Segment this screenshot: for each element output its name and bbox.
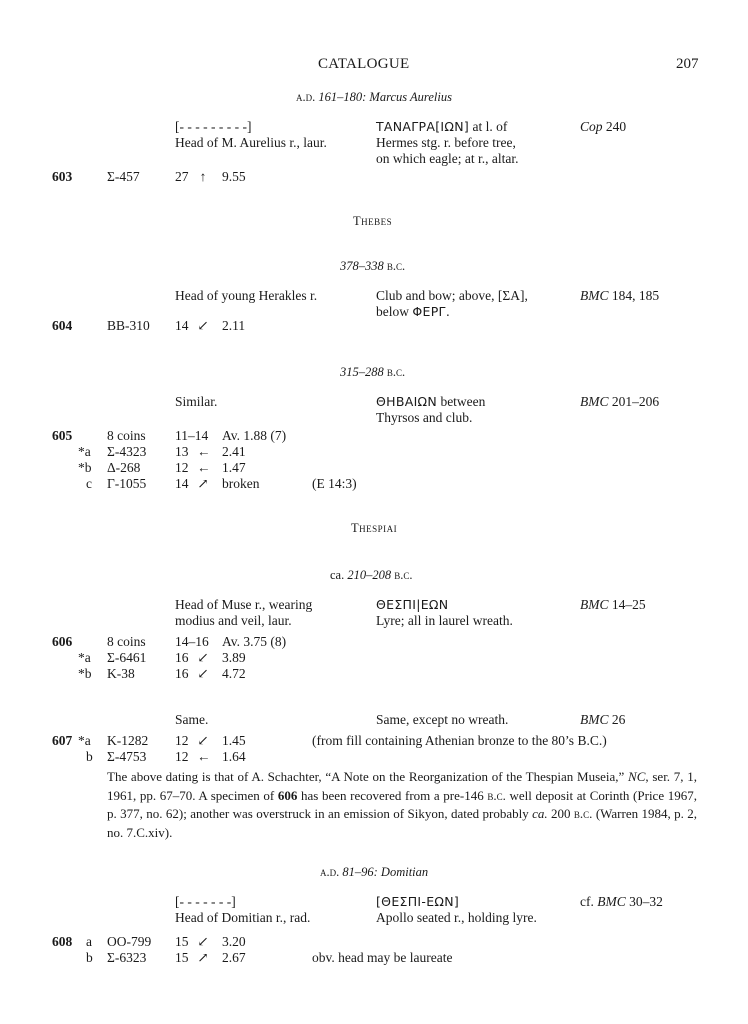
- die-axis-icon: ←: [197, 460, 211, 475]
- die-axis-icon: ←: [197, 749, 211, 764]
- die-axis-icon: ↙: [197, 733, 209, 748]
- obverse-legend: [- - - - - - - - -]: [175, 119, 252, 134]
- catalogue-number: 605: [52, 428, 73, 443]
- coin-weight: 3.89: [222, 650, 246, 665]
- period-heading: ca. 210–208 b.c.: [330, 568, 413, 582]
- period-heading: 315–288 b.c.: [340, 365, 406, 379]
- sub-entry-mark: *b: [78, 460, 92, 475]
- die-axis-icon: ↙: [197, 934, 209, 949]
- die-axis-icon: ↗: [197, 476, 209, 491]
- running-header: CATALOGUE: [318, 56, 410, 72]
- obverse-description: Head of Domitian r., rad.: [175, 910, 311, 925]
- section-heading-thespiai: Thespiai: [351, 521, 398, 535]
- obverse-description: Head of M. Aurelius r., laur.: [175, 135, 327, 150]
- dating-note: The above dating is that of A. Schachter, “A Note on the Reorganization of the Thespian Museia,” NC, ser. 7, 1, 1961, pp. 67–70. A specimen of 606 has been recovered from a pre-146 b.c. well deposit at Corinth (Price 1967, p. 377, no. 62); another was overstruck in an emission of Sikyon, dated probably ca. 200 b.c. (Warren 1984, p. 2, no. 7.C.xiv).: [107, 769, 698, 840]
- coin-size: 15: [175, 950, 189, 965]
- obverse-description: Similar.: [175, 394, 218, 409]
- reverse-line-3: on which eagle; at r., altar.: [376, 151, 519, 166]
- coin-count: 8 coins: [107, 428, 146, 443]
- reverse-line-2: Hermes stg. r. before tree,: [376, 135, 516, 150]
- die-axis-icon: ←: [197, 444, 211, 459]
- coin-size: 12: [175, 733, 189, 748]
- coin-weight: 2.11: [222, 318, 246, 333]
- die-axis-icon: ↙: [197, 650, 209, 665]
- obverse-line-2: modius and veil, laur.: [175, 613, 292, 628]
- page-number: 207: [676, 56, 699, 72]
- reference: BMC 184, 185: [580, 288, 660, 303]
- coin-size: 14: [175, 476, 189, 491]
- inventory-number: Σ-457: [107, 169, 140, 184]
- coin-weight: 2.67: [222, 950, 246, 965]
- coin-weight: 1.45: [222, 733, 246, 748]
- coin-size: 11–14: [175, 428, 209, 443]
- catalogue-number: 603: [52, 169, 73, 184]
- inventory-number: Σ-6461: [107, 650, 147, 665]
- die-axis-icon: ↙: [197, 666, 209, 681]
- reverse-line-1: ΤΑΝΑΓΡΑ[ΙΩΝ] at l. of: [376, 119, 508, 134]
- coin-weight: 1.47: [222, 460, 246, 475]
- catalogue-number: 604: [52, 318, 73, 333]
- reverse-line-2: Thyrsos and club.: [376, 410, 473, 425]
- catalogue-number: 607: [52, 733, 73, 748]
- sub-entry-mark: *a: [78, 733, 91, 748]
- obverse-legend: [- - - - - - -]: [175, 894, 236, 909]
- reverse-line-2: below ΦΕΡΓ.: [376, 304, 451, 319]
- reverse-line-1: Club and bow; above, [ΣΑ],: [376, 288, 528, 303]
- coin-size: 27: [175, 169, 189, 184]
- coin-size: 16: [175, 650, 189, 665]
- coin-weight: 9.55: [222, 169, 246, 184]
- reverse-legend: [ΘΕΣΠΙ-ΕΩΝ]: [376, 894, 460, 909]
- obverse-description: Head of young Herakles r.: [175, 288, 318, 303]
- coin-size: 15: [175, 934, 189, 949]
- period-heading: a.d. 161–180: Marcus Aurelius: [296, 90, 452, 104]
- period-heading: a.d. 81–96: Domitian: [320, 865, 429, 879]
- inventory-number: Δ-268: [107, 460, 141, 475]
- coin-size: 12: [175, 460, 189, 475]
- inventory-number: Σ-4323: [107, 444, 147, 459]
- reference: BMC 26: [580, 712, 626, 727]
- coin-weight: 2.41: [222, 444, 246, 459]
- reverse-description: Lyre; all in laurel wreath.: [376, 613, 513, 628]
- obverse-note: obv. head may be laureate: [312, 950, 453, 965]
- coin-weight: Av. 3.75 (8): [222, 634, 287, 649]
- coin-weight: 4.72: [222, 666, 246, 681]
- sub-entry-mark: c: [86, 476, 92, 491]
- inventory-number: K-38: [107, 666, 135, 681]
- inventory-number: Σ-4753: [107, 749, 147, 764]
- sub-entry-mark: b: [86, 950, 93, 965]
- inventory-number: OO-799: [107, 934, 152, 949]
- reference: BMC 201–206: [580, 394, 660, 409]
- die-axis-icon: ↙: [197, 318, 209, 333]
- find-note: (from fill containing Athenian bronze to the 80’s B.C.): [312, 733, 607, 748]
- section-heading-thebes: Thebes: [353, 214, 393, 228]
- sub-entry-mark: *a: [78, 444, 91, 459]
- reference: Cop 240: [580, 119, 627, 134]
- coin-size: 14–16: [175, 634, 209, 649]
- period-heading: 378–338 b.c.: [340, 259, 406, 273]
- coin-size: 16: [175, 666, 189, 681]
- inventory-number: K-1282: [107, 733, 149, 748]
- coin-weight: 3.20: [222, 934, 246, 949]
- reverse-line-1: ΘΗΒΑΙΩΝ between: [376, 394, 486, 409]
- coin-count: 8 coins: [107, 634, 146, 649]
- obverse-line-1: Head of Muse r., wearing: [175, 597, 313, 612]
- coin-size: 14: [175, 318, 189, 333]
- sub-entry-mark: *a: [78, 650, 91, 665]
- inventory-number: Σ-6323: [107, 950, 147, 965]
- sub-entry-mark: *b: [78, 666, 92, 681]
- die-axis-icon: ↗: [197, 950, 209, 965]
- reference: cf. BMC 30–32: [580, 894, 663, 909]
- coin-size: 13: [175, 444, 189, 459]
- reverse-description: Apollo seated r., holding lyre.: [376, 910, 537, 925]
- die-axis-icon: ↑: [199, 169, 207, 184]
- catalogue-number: 606: [52, 634, 73, 649]
- obverse-description: Same.: [175, 712, 209, 727]
- inventory-number: Γ-1055: [107, 476, 147, 491]
- reverse-description: Same, except no wreath.: [376, 712, 509, 727]
- coin-size: 12: [175, 749, 189, 764]
- coin-weight: broken: [222, 476, 260, 491]
- sub-entry-mark: a: [86, 934, 92, 949]
- reference: BMC 14–25: [580, 597, 646, 612]
- coin-weight: 1.64: [222, 749, 246, 764]
- inventory-number: BB-310: [107, 318, 150, 333]
- coin-weight: Av. 1.88 (7): [222, 428, 287, 443]
- sub-entry-mark: b: [86, 749, 93, 764]
- catalogue-number: 608: [52, 934, 73, 949]
- excavation-note: (E 14:3): [312, 476, 357, 491]
- reverse-legend: ΘΕΣΠΙ|ΕΩΝ: [376, 597, 449, 612]
